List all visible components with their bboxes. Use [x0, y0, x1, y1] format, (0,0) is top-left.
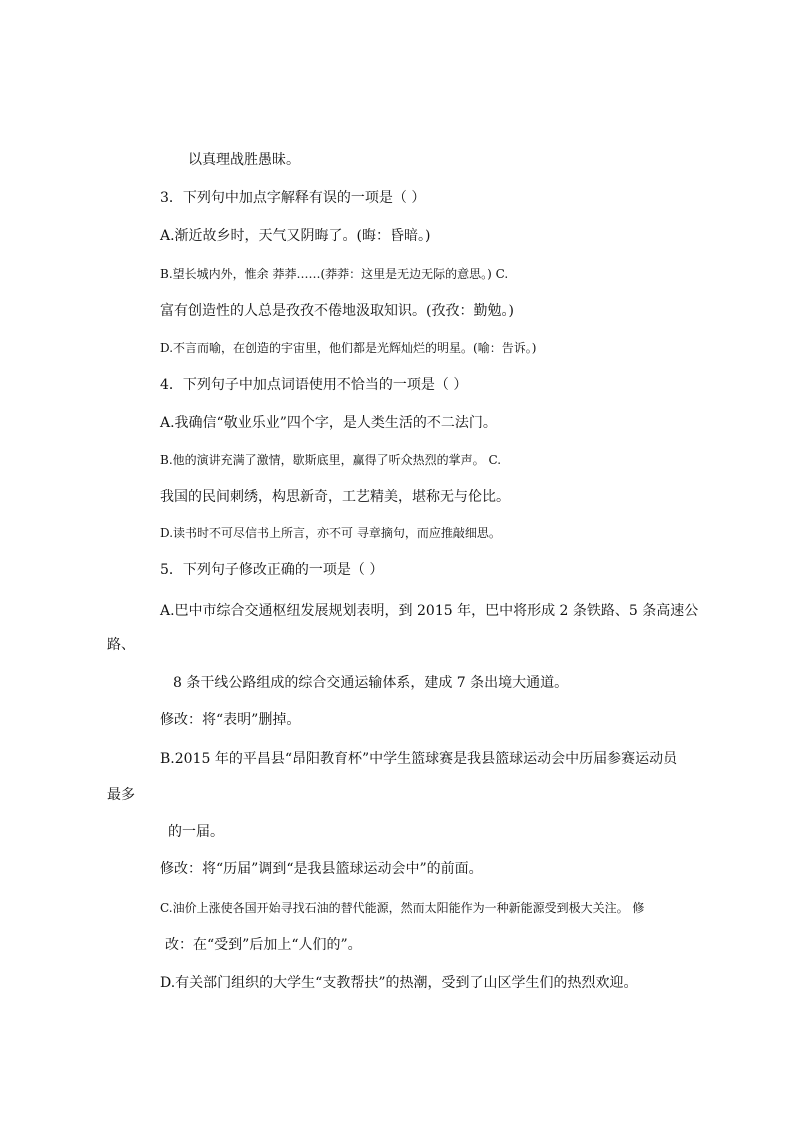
option-5b-line2: 最多: [107, 787, 135, 803]
text-line: 以真理战胜愚昧。: [188, 152, 300, 168]
option-5a-line2: 路、: [107, 637, 135, 653]
option-3c: 富有创造性的人总是孜孜不倦地汲取知识。(孜孜：勤勉。): [160, 303, 514, 319]
option-5a-line1: A.巴中市综合交通枢纽发展规划表明，到 2015 年，巴中将形成 2 条铁路、5 条高速公: [160, 603, 699, 619]
option-3b: B.望长城内外，惟余 莽莽……(莽莽：这里是无边无际的意思。) C.: [160, 267, 509, 281]
option-5d: D.有关部门组织的大学生“支教帮扶”的热潮，受到了山区学生们的热烈欢迎。: [160, 975, 638, 991]
question-5: 5．下列句子修改正确的一项是（ ）: [160, 562, 384, 578]
option-5a-revision: 修改：将“表明”删掉。: [160, 712, 301, 728]
option-3d: D.不言而喻，在创造的宇宙里，他们都是光辉灿烂的明星。(喻：告诉。): [160, 341, 537, 355]
option-5b-line3: 的一届。: [168, 824, 224, 840]
option-5b-line1: B.2015 年的平昌县“昂阳教育杯”中学生篮球赛是我县篮球运动会中历届参赛运动员: [160, 751, 678, 767]
option-4a: A.我确信“敬业乐业”四个字，是人类生活的不二法门。: [160, 415, 497, 431]
option-5c-line2: 改：在“受到”后加上“人们的”。: [165, 937, 362, 953]
question-4: 4．下列句子中加点词语使用不恰当的一项是（ ）: [160, 377, 468, 393]
question-3: 3．下列句中加点字解释有误的一项是（ ）: [160, 190, 426, 206]
option-5b-revision: 修改：将“历届”调到“是我县篮球运动会中”的前面。: [160, 861, 483, 877]
option-4c: 我国的民间刺绣，构思新奇，工艺精美，堪称无与伦比。: [160, 489, 510, 505]
option-5a-line3: 8 条干线公路组成的综合交通运输体系，建成 7 条出境大通道。: [173, 675, 569, 691]
option-4b: B.他的演讲充满了激情，歇斯底里，赢得了听众热烈的掌声。 C.: [160, 453, 502, 467]
option-3a: A.渐近故乡时，天气又阴晦了。(晦：昏暗。): [160, 228, 431, 244]
option-5c-line1: C.油价上涨使各国开始寻找石油的替代能源，然而太阳能作为一种新能源受到极大关注。 修: [160, 901, 645, 915]
option-4d: D.读书时不可尽信书上所言，亦不可 寻章摘句，而应推敲细思。: [160, 526, 501, 540]
